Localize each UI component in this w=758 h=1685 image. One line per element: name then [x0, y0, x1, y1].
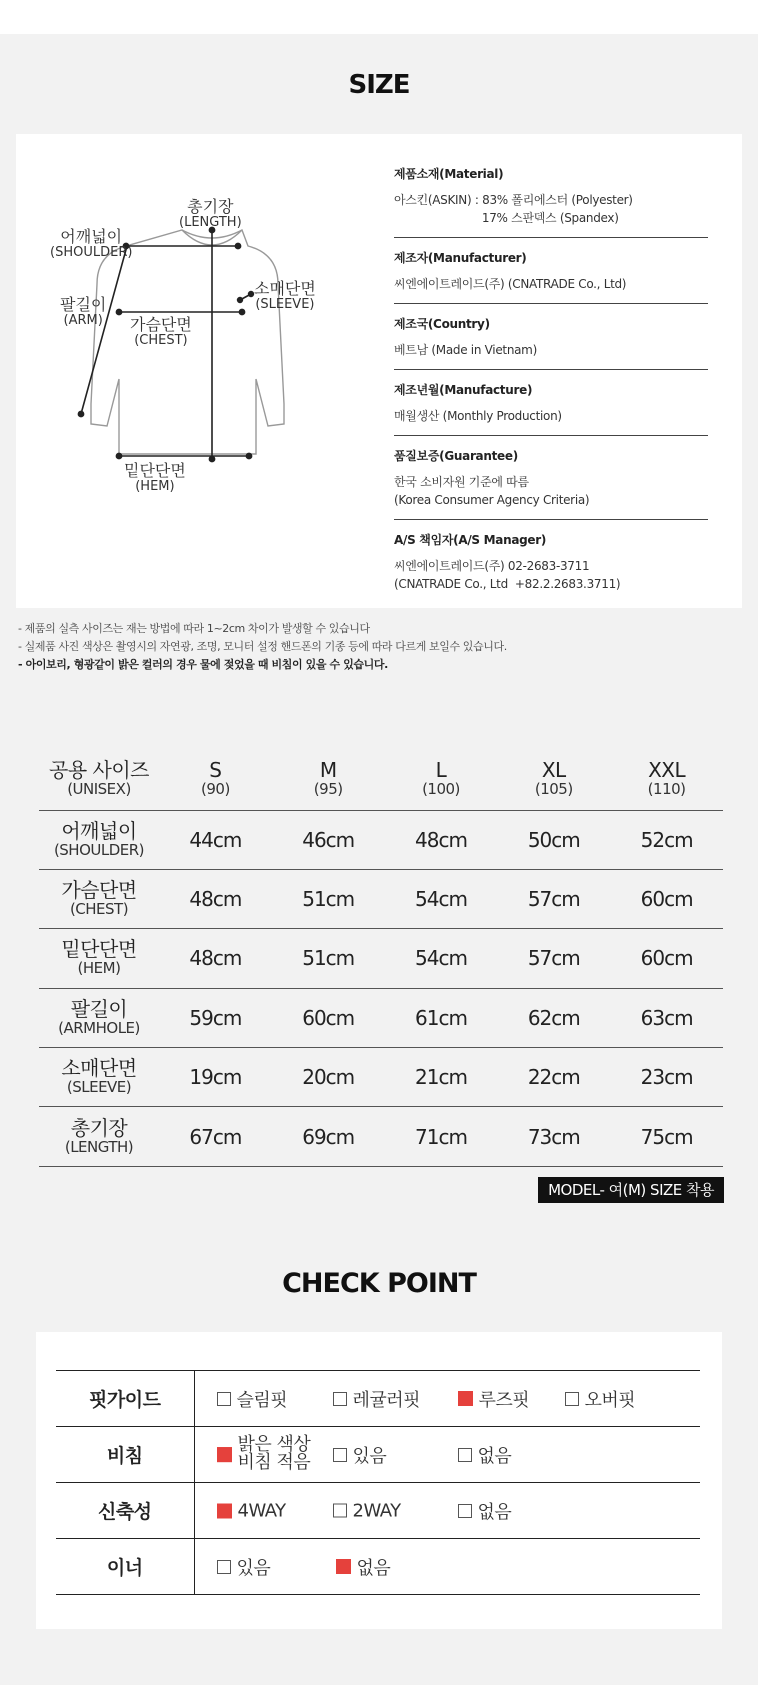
sheer-option-low	[217, 1433, 311, 1474]
size-header-s	[159, 748, 272, 810]
length-label-ko: 총기장	[187, 197, 234, 216]
row-label	[39, 810, 159, 869]
check-row-label: 핏가이드	[56, 1371, 194, 1427]
check-row-options	[194, 1371, 700, 1427]
spec-value: 씨엔에이트레이드(주) 02-2683-3711 (CNATRADE Co., Ltd +82.2.2683.3711)	[394, 559, 621, 591]
size-num: (110)	[647, 779, 686, 798]
checked-box-icon	[217, 1447, 232, 1462]
table-cell: 48cm	[159, 929, 272, 988]
table-cell: 20cm	[272, 1048, 385, 1107]
table-row	[39, 988, 723, 1047]
option-label: 없음	[356, 1557, 391, 1579]
size-header-xxl	[610, 748, 723, 810]
sleeve-label	[254, 280, 316, 313]
table-row	[39, 1048, 723, 1107]
fit-option-over	[565, 1386, 636, 1412]
spec-value: 씨엔에이트레이드(주) (CNATRADE Co., Ltd)	[394, 277, 627, 291]
spec-country	[394, 315, 708, 370]
table-cell: 60cm	[610, 929, 723, 988]
checkbox-icon	[217, 1560, 231, 1574]
hem-label	[124, 462, 186, 495]
table-row	[39, 1107, 723, 1166]
table-cell: 44cm	[159, 810, 272, 869]
table-cell: 61cm	[385, 988, 498, 1047]
size-section-title: SIZE	[348, 70, 410, 100]
sleeve-label-ko: 소매단면	[254, 279, 316, 298]
row-label-en: (CHEST)	[69, 899, 129, 918]
table-cell: 21cm	[385, 1048, 498, 1107]
garment-diagram	[16, 134, 386, 608]
note-line: - 실제품 사진 색상은 촬영시의 자연광, 조명, 모니터 설정 핸드폰의 기종 등에 따라 다르게 보일수 있습니다.	[18, 640, 507, 653]
option-label: 밝은 색상 비침 적음	[237, 1433, 311, 1474]
size-name: XL	[541, 757, 566, 782]
checkbox-icon	[333, 1392, 347, 1406]
table-cell: 57cm	[497, 929, 610, 988]
row-label	[39, 988, 159, 1047]
checked-box-icon	[336, 1559, 351, 1574]
table-cell: 57cm	[497, 869, 610, 928]
sleeve-label-en: (SLEEVE)	[255, 297, 315, 313]
table-cell: 59cm	[159, 988, 272, 1047]
sheer-option-no	[458, 1442, 512, 1468]
row-label-ko: 가슴단면	[61, 877, 137, 902]
checkbox-icon	[458, 1504, 472, 1518]
table-cell: 62cm	[497, 988, 610, 1047]
size-name: L	[435, 757, 447, 782]
stretch-option-none	[458, 1498, 512, 1524]
stretch-option-2way	[333, 1500, 401, 1521]
check-row-label: 신축성	[56, 1483, 194, 1539]
option-label: 없음	[477, 1445, 512, 1467]
spec-heading: 품질보증(Guarantee)	[394, 449, 518, 463]
hem-label-ko: 밑단단면	[124, 461, 186, 480]
option-label: 슬림핏	[236, 1389, 288, 1411]
size-num: (95)	[313, 779, 343, 798]
chest-label-en: (CHEST)	[134, 333, 188, 349]
table-cell: 60cm	[610, 869, 723, 928]
size-num: (100)	[422, 779, 460, 798]
table-cell: 48cm	[385, 810, 498, 869]
table-row	[39, 929, 723, 988]
check-point-title: CHECK POINT	[282, 1268, 476, 1299]
row-label	[39, 869, 159, 928]
option-label: 레귤러핏	[352, 1389, 421, 1411]
check-point-card	[36, 1332, 722, 1629]
table-cell: 54cm	[385, 929, 498, 988]
arm-label	[60, 296, 106, 329]
spec-heading: 제조년월(Manufacture)	[394, 383, 533, 397]
table-cell: 54cm	[385, 869, 498, 928]
size-name: M	[319, 757, 337, 782]
row-label-en: (LENGTH)	[64, 1137, 134, 1156]
check-row-fit	[56, 1371, 700, 1427]
row-label-en: (HEM)	[77, 959, 121, 978]
checkbox-icon	[565, 1392, 579, 1406]
checked-box-icon	[217, 1503, 232, 1518]
spec-manufacture-date	[394, 381, 708, 436]
spec-as-manager	[394, 531, 708, 603]
size-num: (90)	[201, 779, 230, 798]
stretch-option-4way	[217, 1500, 286, 1521]
shoulder-label-en: (SHOULDER)	[50, 245, 133, 261]
size-header-m	[272, 748, 385, 810]
table-cell: 75cm	[610, 1107, 723, 1166]
arm-label-en: (ARM)	[63, 313, 103, 329]
model-size-badge: MODEL- 여(M) SIZE 착용	[538, 1177, 724, 1203]
spec-heading: 제품소재(Material)	[394, 167, 504, 181]
size-header-xl	[497, 748, 610, 810]
checkbox-icon	[458, 1448, 472, 1462]
table-row	[39, 810, 723, 869]
table-cell: 23cm	[610, 1048, 723, 1107]
check-row-options	[194, 1483, 700, 1539]
spec-value: 베트남 (Made in Vietnam)	[394, 343, 537, 357]
check-row-label: 비침	[56, 1427, 194, 1483]
table-cell: 60cm	[272, 988, 385, 1047]
note-line-bold: - 아이보리, 형광같이 밝은 컬러의 경우 물에 젖었을 때 비침이 있을 수 있습니다.	[18, 658, 388, 671]
checkbox-icon	[333, 1448, 347, 1462]
spec-heading: 제조자(Manufacturer)	[394, 251, 527, 265]
size-name: XXL	[648, 757, 686, 782]
fit-option-slim	[217, 1386, 288, 1412]
hem-label-en: (HEM)	[135, 479, 175, 495]
row-label-ko: 팔길이	[70, 996, 128, 1021]
table-cell: 67cm	[159, 1107, 272, 1166]
header-en: (UNISEX)	[67, 779, 131, 798]
table-cell: 63cm	[610, 988, 723, 1047]
check-point-table	[56, 1370, 700, 1595]
row-label-en: (ARMHOLE)	[58, 1018, 140, 1037]
table-cell: 71cm	[385, 1107, 498, 1166]
table-cell: 19cm	[159, 1048, 272, 1107]
check-row-stretch	[56, 1483, 700, 1539]
size-info-card	[16, 134, 742, 608]
option-label: 오버핏	[584, 1389, 636, 1411]
spec-manufacturer	[394, 249, 708, 304]
check-row-options	[194, 1539, 700, 1595]
chest-label	[130, 316, 192, 349]
checked-box-icon	[458, 1391, 473, 1406]
lining-option-no	[336, 1554, 391, 1580]
shoulder-label	[50, 228, 132, 261]
row-label	[39, 1107, 159, 1166]
size-num: (105)	[534, 779, 573, 798]
table-cell: 50cm	[497, 810, 610, 869]
checkbox-icon	[333, 1504, 347, 1518]
shoulder-label-ko: 어깨넓이	[60, 227, 123, 246]
option-label: 있음	[352, 1445, 387, 1467]
table-cell: 46cm	[272, 810, 385, 869]
spec-guarantee	[394, 447, 708, 520]
table-cell: 51cm	[272, 929, 385, 988]
length-label-en: (LENGTH)	[179, 215, 242, 231]
size-header-unisex	[39, 748, 159, 810]
lining-option-yes	[217, 1554, 271, 1580]
row-label-en: (SLEEVE)	[66, 1078, 132, 1097]
size-table-header-row	[39, 748, 723, 810]
check-row-sheerness	[56, 1427, 700, 1483]
fit-option-loose	[458, 1386, 530, 1412]
product-spec-list	[394, 165, 708, 614]
table-cell: 48cm	[159, 869, 272, 928]
length-label	[179, 198, 242, 231]
option-label: 없음	[477, 1501, 512, 1523]
spec-value: 매월생산 (Monthly Production)	[394, 409, 562, 423]
check-row-lining	[56, 1539, 700, 1595]
row-label-ko: 소매단면	[61, 1056, 137, 1081]
size-notes	[18, 620, 507, 674]
chest-label-ko: 가슴단면	[130, 315, 192, 334]
table-cell: 22cm	[497, 1048, 610, 1107]
spec-heading: 제조국(Country)	[394, 317, 490, 331]
spec-value: 한국 소비자원 기준에 따름 (Korea Consumer Agency Criteria)	[394, 475, 590, 507]
checkbox-icon	[217, 1392, 231, 1406]
note-line: - 제품의 실측 사이즈는 재는 방법에 따라 1~2cm 차이가 발생할 수 있습니다	[18, 622, 370, 635]
option-label: 4WAY	[237, 1500, 286, 1521]
check-row-options	[194, 1427, 700, 1483]
option-label: 루즈핏	[478, 1389, 530, 1411]
table-row	[39, 869, 723, 928]
spec-material	[394, 165, 708, 238]
spec-heading: A/S 책임자(A/S Manager)	[394, 533, 547, 547]
option-label: 있음	[236, 1557, 271, 1579]
size-chart-table	[39, 748, 723, 1167]
row-label	[39, 929, 159, 988]
row-label-ko: 총기장	[70, 1115, 128, 1140]
arm-label-ko: 팔길이	[60, 295, 107, 314]
row-label-en: (SHOULDER)	[53, 840, 145, 859]
spec-value: 아스킨(ASKIN) : 83% 폴리에스터 (Polyester) 17% 스판덱스 (Spandex)	[394, 193, 633, 225]
size-name: S	[209, 757, 222, 782]
row-label-ko: 어깨넓이	[61, 818, 137, 843]
check-row-label: 이너	[56, 1539, 194, 1595]
sheer-option-yes	[333, 1442, 387, 1468]
table-cell: 52cm	[610, 810, 723, 869]
table-cell: 69cm	[272, 1107, 385, 1166]
row-label-ko: 밑단단면	[61, 937, 137, 962]
fit-option-regular	[333, 1386, 421, 1412]
size-header-l	[385, 748, 498, 810]
table-cell: 51cm	[272, 869, 385, 928]
table-cell: 73cm	[497, 1107, 610, 1166]
row-label	[39, 1048, 159, 1107]
header-ko: 공용 사이즈	[49, 757, 149, 782]
option-label: 2WAY	[352, 1500, 401, 1521]
